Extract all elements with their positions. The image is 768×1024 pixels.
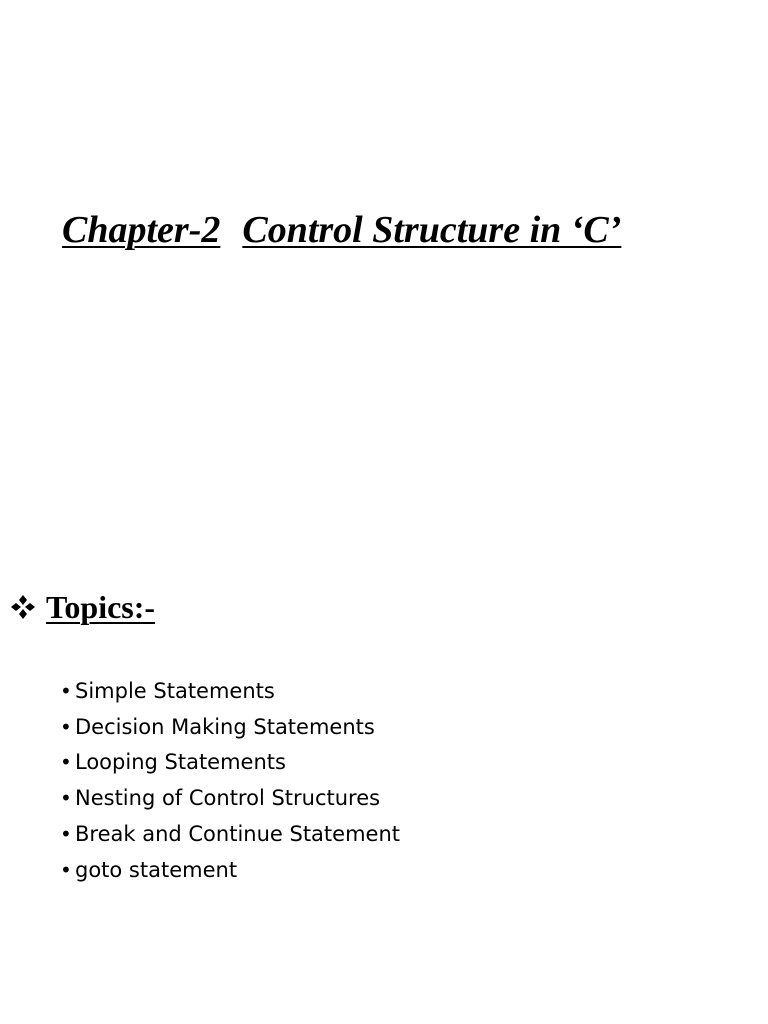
chapter-number: Chapter-2 (62, 209, 221, 251)
bullet-icon: • (60, 821, 72, 846)
topic-label: Looping Statements (75, 750, 286, 775)
diamond-bullet-icon (10, 594, 36, 620)
topic-label: Nesting of Control Structures (75, 786, 381, 811)
chapter-title (62, 208, 621, 254)
topics-heading (10, 588, 155, 626)
list-item (60, 745, 400, 781)
bullet-icon: • (60, 714, 72, 739)
bullet-icon: • (60, 679, 72, 703)
topic-label: Break and Continue Statement (75, 821, 400, 846)
topic-list (60, 674, 400, 888)
list-item (60, 817, 400, 853)
bullet-icon: • (60, 857, 72, 882)
bullet-icon: • (60, 750, 72, 775)
list-item (60, 674, 400, 710)
list-item (60, 710, 400, 746)
list-item (60, 853, 400, 889)
topic-label: Decision Making Statements (75, 714, 375, 739)
list-item (60, 781, 400, 817)
topic-label: Simple Statements (75, 679, 275, 703)
topics-label: Topics:- (46, 589, 156, 625)
topic-label: goto statement (75, 857, 238, 882)
bullet-icon: • (60, 786, 72, 811)
chapter-subject: Control Structure in ‘C’ (242, 209, 622, 251)
